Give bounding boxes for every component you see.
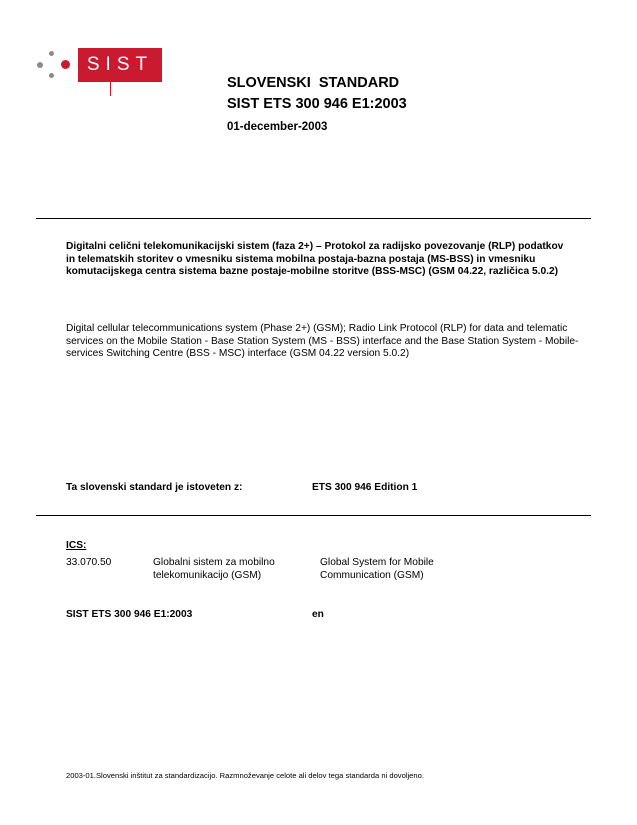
- standard-heading-line2: SIST ETS 300 946 E1:2003: [227, 96, 407, 112]
- ics-code: 33.070.50: [66, 557, 112, 568]
- publication-date: 01-december-2003: [227, 121, 328, 133]
- document-code: SIST ETS 300 946 E1:2003: [66, 609, 193, 620]
- ics-description-slovenian: Globalni sistem za mobilno telekomunikacijo (GSM): [153, 557, 275, 581]
- logo-divider: [110, 82, 111, 96]
- divider-middle: [36, 515, 591, 516]
- equivalence-label: Ta slovenski standard je istoveten z:: [66, 482, 243, 493]
- sist-logo: [78, 48, 162, 82]
- logo-dots-icon: [36, 47, 76, 83]
- standard-heading: [227, 73, 407, 115]
- copyright-footer: 2003-01.Slovenski inštitut za standardizacijo. Razmnoževanje celote ali delov tega standarda ni dovoljeno.: [66, 771, 424, 780]
- title-slovenian: Digitalni celični telekomunikacijski sistem (faza 2+) – Protokol za radijsko povezovanje (RLP) podatkov in telematskih storitev o vmesniku sistema mobilna postaja-bazna postaja (MS-BSS) in vmesniku komutacijskega centra sistema bazne postaje-mobilne storitve (BSS-MSC) (GSM 04.22, različica 5.0.2): [66, 241, 564, 277]
- logo-text: SIST: [86, 54, 154, 75]
- title-english: Digital cellular telecommunications system (Phase 2+) (GSM); Radio Link Protocol (RLP) for data and telematic services on the Mobile Station - Base Station System (MS - BSS) interface and the Base Station System - Mobile-services Switching Centre (BSS - MSC) interface (GSM 04.22 version 5.0.2): [66, 323, 579, 359]
- equivalence-value: ETS 300 946 Edition 1: [312, 482, 418, 493]
- ics-description-english: Global System for Mobile Communication (GSM): [320, 557, 434, 581]
- ics-label: ICS:: [66, 540, 87, 551]
- document-language: en: [312, 609, 324, 620]
- standard-heading-line1: SLOVENSKI STANDARD: [227, 75, 400, 91]
- divider-top: [36, 218, 591, 219]
